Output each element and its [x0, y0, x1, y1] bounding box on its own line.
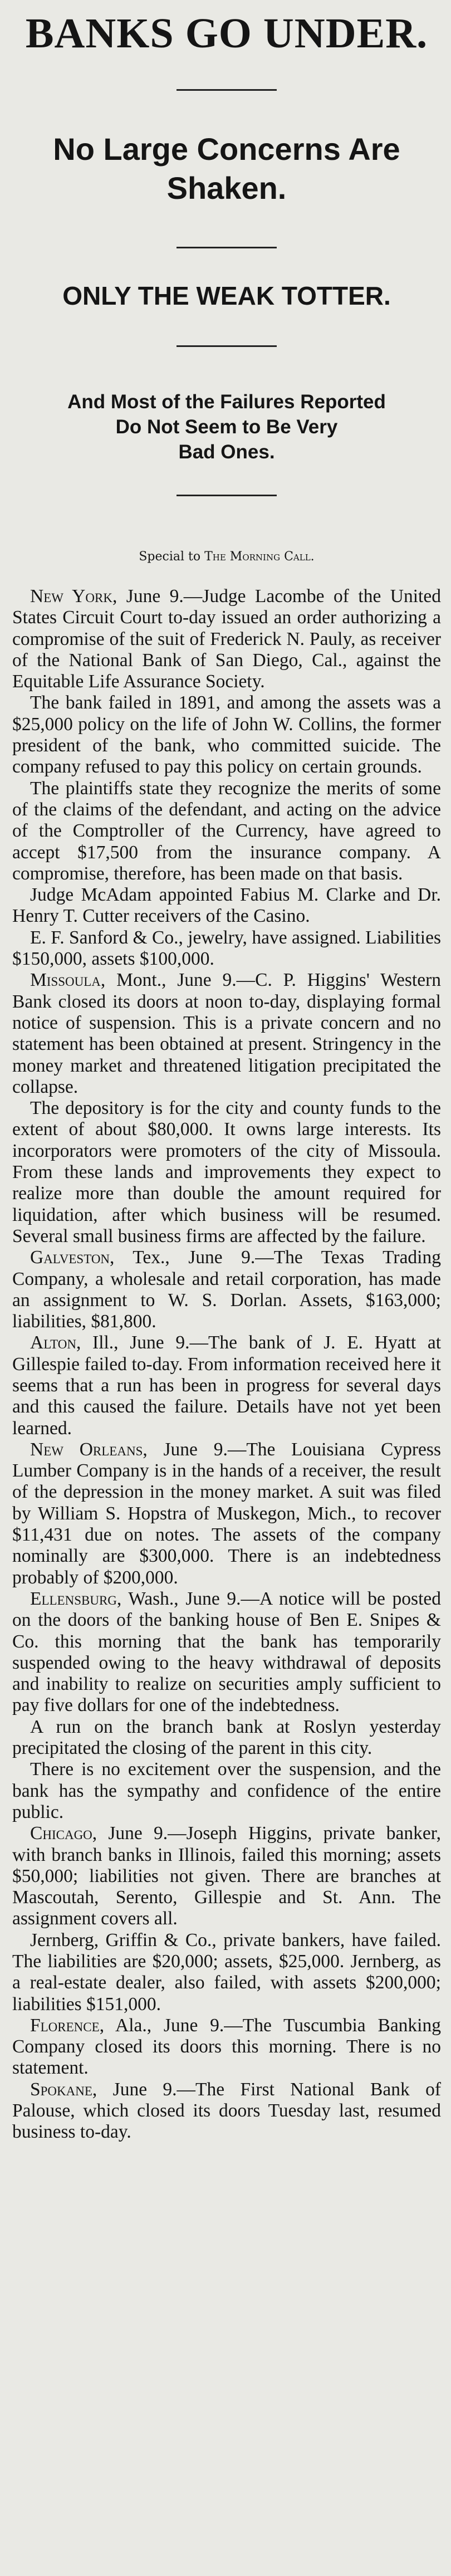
headline-divider: [177, 89, 277, 91]
special-credit: [12, 550, 441, 564]
article-paragraph: [12, 1439, 441, 1588]
dateline: Ellensburg: [30, 1588, 117, 1609]
dateline: Missoula: [30, 970, 101, 991]
summary-line: And Most of the Failures Reported: [67, 391, 386, 413]
deck-headline: ONLY THE WEAK TOTTER.: [62, 281, 391, 310]
paragraph-text: There is no excitement over the suspension, and the bank has the sympathy and confidence of the entire public.: [12, 1759, 441, 1822]
deck-divider: [177, 345, 277, 347]
article-paragraph: [12, 778, 441, 884]
paragraph-text: Jernberg, Griffin & Co., private bankers, have failed. The liabilities are $20,000; assets, $25,000. Jernberg, as a real-estate dealer, also failed, with assets $200,000; liabilities $151,000.: [12, 1929, 441, 2015]
subheadline-divider: [177, 247, 277, 248]
article-paragraph: [12, 1332, 441, 1439]
paragraph-text: , June 9.—The Louisiana Cypress Lumber Company is in the hands of a receiver, the result of the depression in the money market. A suit was filed by William S. Hopstra of Muskegon, Mich., to recover $11,431 due on notes. The assets of the company nominally are $300,000. There is an indebtedness probably of $200,000.: [12, 1439, 441, 1588]
article-paragraph: [12, 1930, 441, 2015]
paragraph-text: The bank failed in 1891, and among the assets was a $25,000 policy on the life of John W. Collins, the former president of the bank, who committed suicide. The company refused to pay this policy on certain grounds.: [12, 692, 441, 778]
credit-prefix: Special to: [139, 550, 205, 564]
article-paragraph: [12, 1098, 441, 1247]
paragraph-text: , Mont., June 9.—C. P. Higgins' Western Bank closed its doors at noon to-day, displaying formal notice of suspension. This is a private concern and no statement has been obtained at present. Stringency in the money market and threatened litigation precipitated the collapse.: [12, 970, 441, 1097]
article-paragraph: [12, 1823, 441, 1929]
paragraph-text: Judge McAdam appointed Fabius M. Clarke and Dr. Henry T. Cutter receivers of the Casino.: [12, 884, 441, 927]
credit-source: The Morning Call.: [204, 550, 315, 564]
paragraph-text: A run on the branch bank at Roslyn yesterday precipitated the closing of the parent in this city.: [12, 1716, 441, 1759]
summary-headline: [12, 389, 441, 465]
dateline: New Orleans: [30, 1439, 143, 1460]
article-paragraph: [12, 884, 441, 927]
paragraph-text: , June 9.—Judge Lacombe of the United States Circuit Court to-day issued an order authorizing a compromise of the suit of Frederick N. Pauly, as receiver of the National Bank of San Diego, Cal., against the Equitable Life Assurance Society.: [12, 586, 441, 692]
article-paragraph: [12, 2015, 441, 2079]
article-paragraph: [12, 927, 441, 970]
summary-divider: [177, 495, 277, 496]
article-body: [12, 586, 441, 2143]
main-headline: BANKS GO UNDER.: [25, 10, 428, 57]
summary-line: Do Not Seem to Be Very: [115, 416, 338, 438]
paragraph-text: E. F. Sanford & Co., jewelry, have assigned. Liabilities $150,000, assets $100,000.: [12, 927, 441, 970]
paragraph-text: , Ala., June 9.—The Tuscumbia Banking Company closed its doors this morning. There is no statement.: [12, 2015, 441, 2079]
article-paragraph: [12, 1717, 441, 1759]
subheadline-line: No Large Concerns Are: [53, 131, 400, 167]
dateline: Galveston: [30, 1247, 110, 1268]
dateline: Florence: [30, 2015, 100, 2036]
article-paragraph: [12, 1759, 441, 1823]
dateline: New York: [30, 586, 112, 607]
paragraph-text: , Wash., June 9.—A notice will be posted on the doors of the banking house of Ben E. Snipes & Co. this morning that the bank has temporarily suspended owing to the heavy withdrawal of deposits and inability to realize on securities amply sufficient to pay five dollars for one of the indebtedness.: [12, 1588, 441, 1716]
paragraph-text: , June 9.—The First National Bank of Palouse, which closed its doors Tuesday last, resumed business to-day.: [12, 2079, 441, 2143]
dateline: Chicago: [30, 1823, 92, 1844]
paragraph-text: , June 9.—Joseph Higgins, private banker, with branch banks in Illinois, failed this morning; assets $50,000; liabilities not given. There are branches at Mascoutah, Serento, Gillespie and St. Ann. The assignment covers all.: [12, 1823, 441, 1929]
subheadline-line: Shaken.: [166, 170, 287, 206]
paragraph-text: , Tex., June 9.—The Texas Trading Company, a wholesale and retail corporation, has made an assignment to W. S. Dorlan. Assets, $163,000; liabilities, $81,800.: [12, 1247, 441, 1332]
article-paragraph: [12, 1588, 441, 1717]
dateline: Spokane: [30, 2079, 92, 2100]
dateline: Alton: [30, 1332, 76, 1353]
subheadline: [12, 130, 441, 208]
article-paragraph: [12, 970, 441, 1098]
paragraph-text: The plaintiffs state they recognize the merits of some of the claims of the defendant, and acting on the advice of the Comptroller of the Currency, have agreed to accept $17,500 from the insurance company. A compromise, therefore, has been made on that basis.: [12, 778, 441, 884]
paragraph-text: , Ill., June 9.—The bank of J. E. Hyatt at Gillespie failed to-day. From information received here it seems that a run has been in progress for several days and this caused the failure. Details have not yet been learned.: [12, 1332, 441, 1439]
article-paragraph: [12, 692, 441, 778]
article-paragraph: [12, 1247, 441, 1332]
summary-line: Bad Ones.: [178, 441, 275, 463]
paragraph-text: The depository is for the city and county funds to the extent of about $80,000. It owns large interests. Its incorporators were promoters of the city of Missoula. From these lands and improvements they expect to realize more than double the amount required for liquidation, after which business will be resumed. Several small business firms are affected by the failure.: [12, 1098, 441, 1247]
article-paragraph: [12, 586, 441, 692]
article-paragraph: [12, 2079, 441, 2143]
